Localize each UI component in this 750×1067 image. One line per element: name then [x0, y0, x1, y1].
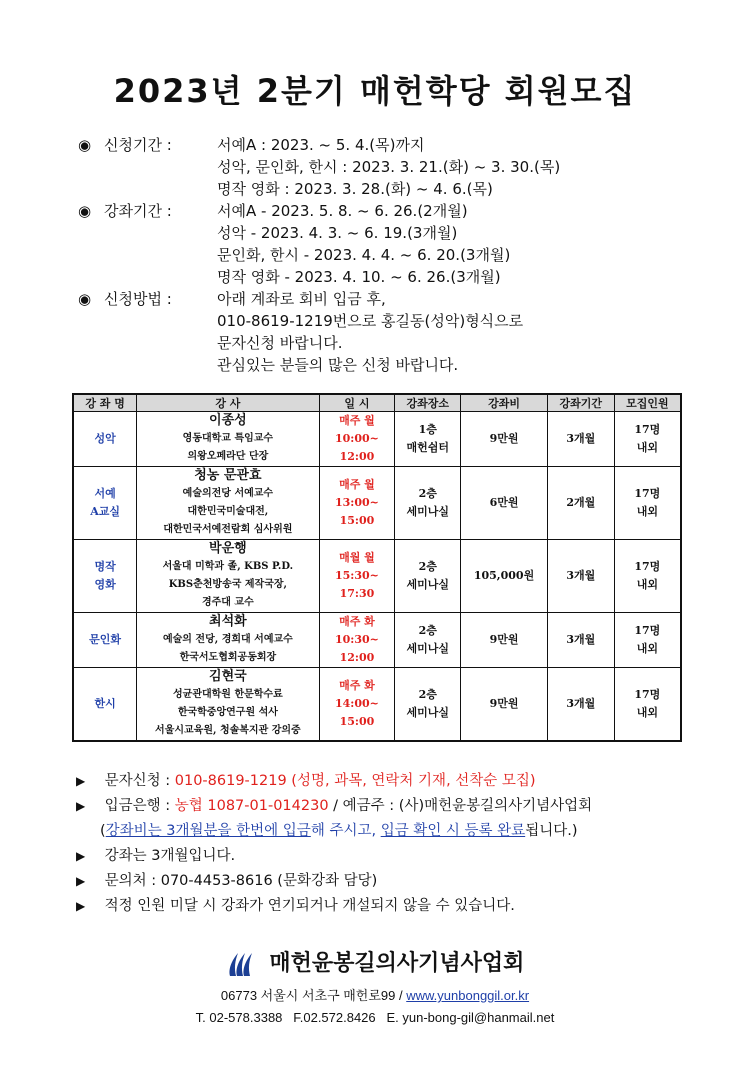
details-line: KBS춘천방송국 제작국장, — [168, 579, 288, 590]
subject-cell: 성악 — [73, 412, 137, 467]
arrow-icon: ▶ — [76, 849, 86, 863]
course-period-line: 명작 영화 - 2023. 4. 10. ~ 6. 26.(3개월) — [217, 268, 501, 286]
place-cell — [395, 412, 461, 467]
note-sms — [76, 769, 716, 794]
table-row — [73, 412, 681, 467]
time-line: 매주 월 — [339, 478, 375, 491]
time-line: 14:00~ — [334, 697, 379, 710]
instructor-name: 최석화 — [209, 614, 247, 629]
apply-period-label: 신청기간 : — [104, 136, 172, 154]
payment-note-emphasis: 입금 확인 시 등록 완료 — [380, 823, 526, 839]
instructor-name: 김현국 — [209, 669, 247, 684]
time-line: 15:00 — [339, 715, 375, 728]
place-line: 1층 — [418, 423, 437, 436]
column-header: 일 시 — [319, 394, 395, 412]
note-bank — [76, 794, 716, 819]
notes-section — [76, 769, 716, 919]
duration-text: 강좌는 3개월입니다. — [104, 848, 236, 864]
details-line: 예술의 전당, 경희대 서예교수 — [162, 634, 293, 645]
bullet-icon: ◉ — [78, 136, 92, 154]
course-period-row — [78, 200, 698, 222]
course-period-line: 성악 - 2023. 4. 3. ~ 6. 19.(3개월) — [217, 224, 458, 242]
period-cell: 2개월 — [547, 467, 614, 540]
method-line: 관심있는 분들의 많은 신청 바랍니다. — [217, 356, 459, 374]
schedule-cell — [319, 412, 395, 467]
place-cell — [395, 540, 461, 613]
fee-cell: 6만원 — [461, 467, 548, 540]
organization-name — [0, 946, 750, 977]
contact-text: 문의처 : 070-4453-8616 (문화강좌 담당) — [104, 873, 378, 889]
time-line: 15:00 — [339, 514, 375, 527]
table-row — [73, 668, 681, 742]
method-row — [78, 288, 698, 310]
info-section — [78, 134, 698, 376]
capacity-line: 내외 — [636, 505, 658, 518]
period-cell: 3개월 — [547, 613, 614, 668]
subject-cell: 문인화 — [73, 613, 137, 668]
period-cell: 3개월 — [547, 412, 614, 467]
place-line: 2층 — [418, 624, 437, 637]
bank-account: 농협 1087-01-014230 — [174, 798, 329, 814]
method-line: 010-8619-1219번으로 홍길동(성악)형식으로 — [217, 312, 524, 330]
course-period-label: 강좌기간 : — [104, 202, 172, 220]
column-header: 모집인원 — [614, 394, 681, 412]
schedule-cell — [319, 613, 395, 668]
period-cell: 3개월 — [547, 540, 614, 613]
schedule-cell — [319, 668, 395, 742]
place-cell — [395, 613, 461, 668]
details-line: 영동대학교 특임교수 — [182, 433, 274, 444]
bank-label: 입금은행 : — [104, 798, 171, 814]
capacity-line: 내외 — [636, 578, 658, 591]
sms-label: 문자신청 : — [104, 773, 171, 789]
warning-text: 적정 인원 미달 시 강좌가 연기되거나 개설되지 않을 수 있습니다. — [104, 898, 515, 914]
fee-cell: 9만원 — [461, 412, 548, 467]
place-line: 2층 — [418, 560, 437, 573]
time-line: 매주 화 — [339, 679, 375, 692]
time-line: 12:00 — [339, 651, 375, 664]
bullet-icon: ◉ — [78, 202, 92, 220]
place-line: 2층 — [418, 487, 437, 500]
capacity-line: 17명 — [634, 624, 661, 637]
capacity-line: 17명 — [634, 688, 661, 701]
apply-period-line: 명작 영화 : 2023. 3. 28.(화) ~ 4. 6.(목) — [217, 180, 493, 198]
column-header: 강 좌 명 — [73, 394, 137, 412]
capacity-line: 17명 — [634, 560, 661, 573]
column-header: 강좌비 — [461, 394, 548, 412]
apply-period-line: 서예A : 2023. ~ 5. 4.(목)까지 — [217, 136, 425, 154]
fee-cell: 9만원 — [461, 613, 548, 668]
subject-cell: 서예 A교실 — [73, 467, 137, 540]
time-line: 13:00~ — [334, 496, 379, 509]
instructor-cell — [137, 412, 319, 467]
details-line: 한국학중앙연구원 석사 — [177, 707, 278, 718]
details-line: 대한민국미술대전, — [187, 506, 269, 517]
column-header: 강좌장소 — [395, 394, 461, 412]
account-holder: / 예금주 : (사)매헌윤봉길의사기념사업회 — [333, 798, 593, 814]
place-cell — [395, 668, 461, 742]
time-line: 10:30~ — [334, 633, 379, 646]
details-line: 예술의전당 서예교수 — [182, 488, 274, 499]
time-line: 12:00 — [339, 450, 375, 463]
address-text: 06773 서울시 서초구 매헌로99 / — [220, 988, 403, 1003]
place-line: 세미나실 — [406, 706, 449, 719]
note-warning — [76, 894, 716, 919]
details-line: 성균관대학원 한문학수료 — [173, 689, 283, 700]
method-line: 문자신청 바랍니다. — [217, 334, 343, 352]
time-line: 10:00~ — [334, 432, 379, 445]
table-row — [73, 540, 681, 613]
bullet-icon: ◉ — [78, 290, 92, 308]
payment-note-text: 해 주시고, — [310, 823, 377, 839]
capacity-line: 17명 — [634, 487, 661, 500]
schedule-table — [72, 393, 682, 742]
note-contact — [76, 869, 716, 894]
fee-cell: 9만원 — [461, 668, 548, 742]
place-line: 세미나실 — [406, 505, 449, 518]
fee-cell: 105,000원 — [461, 540, 548, 613]
contact-line: T. 02-578.3388 F.02.572.8426 E. yun-bong-gil@hanmail.net — [195, 1010, 555, 1025]
course-period-line: 문인화, 한시 - 2023. 4. 4. ~ 6. 20.(3개월) — [217, 246, 511, 264]
column-header: 강 사 — [137, 394, 319, 412]
instructor-cell — [137, 613, 319, 668]
details-line: 서울시교육원, 청솔복지관 강의중 — [155, 725, 301, 736]
time-line: 매주 월 — [339, 414, 375, 427]
apply-period-line: 성악, 문인화, 한시 : 2023. 3. 21.(화) ~ 3. 30.(목) — [217, 158, 561, 176]
sms-value: 010-8619-1219 (성명, 과목, 연락처 기재, 선착순 모집) — [174, 773, 536, 789]
capacity-cell — [614, 613, 681, 668]
paren-open: ( — [100, 823, 106, 839]
capacity-line: 내외 — [636, 441, 658, 454]
column-header: 강좌기간 — [547, 394, 614, 412]
instructor-name: 청농 문관효 — [194, 468, 262, 483]
place-line: 세미나실 — [406, 642, 449, 655]
organization-name-text: 매헌윤봉길의사기념사업회 — [269, 951, 525, 976]
details-line: 대한민국서예전람회 심사위원 — [163, 524, 293, 535]
time-line: 17:30 — [339, 587, 375, 600]
instructor-name: 박운행 — [209, 541, 247, 556]
note-duration — [76, 844, 716, 869]
capacity-line: 내외 — [636, 706, 658, 719]
subject-cell: 명작 영화 — [73, 540, 137, 613]
website-link[interactable]: www.yunbonggil.or.kr — [406, 988, 530, 1003]
footer-contact — [0, 985, 750, 1029]
schedule-cell — [319, 540, 395, 613]
apply-period-row — [78, 134, 698, 156]
time-line: 매주 화 — [339, 615, 375, 628]
payment-note-emphasis: 강좌비는 3개월분을 한번에 입금 — [105, 823, 311, 839]
time-line: 매월 월 — [339, 551, 375, 564]
capacity-cell — [614, 668, 681, 742]
arrow-icon: ▶ — [76, 799, 86, 813]
arrow-icon: ▶ — [76, 774, 86, 788]
course-period-line: 서예A - 2023. 5. 8. ~ 6. 26.(2개월) — [217, 202, 468, 220]
page-title: 2023년 2분기 매헌학당 회원모집 — [113, 72, 637, 110]
table-row — [73, 467, 681, 540]
place-cell — [395, 467, 461, 540]
address-line — [0, 985, 750, 1007]
method-line: 아래 계좌로 회비 입금 후, — [217, 290, 386, 308]
organization-logo-icon — [226, 951, 256, 977]
place-line: 매헌쉼터 — [406, 441, 449, 454]
capacity-cell — [614, 412, 681, 467]
subject-cell: 한시 — [73, 668, 137, 742]
method-label: 신청방법 : — [104, 290, 172, 308]
note-payment — [76, 819, 716, 844]
instructor-cell — [137, 668, 319, 742]
capacity-cell — [614, 467, 681, 540]
details-line: 서울대 미학과 졸, KBS P.D. — [162, 561, 294, 572]
payment-note-text: 됩니다.) — [525, 823, 578, 839]
capacity-line: 17명 — [634, 423, 661, 436]
details-line: 의왕오페라단 단장 — [187, 451, 269, 462]
arrow-icon: ▶ — [76, 874, 86, 888]
details-line: 한국서도협회공동회장 — [179, 652, 277, 663]
instructor-cell — [137, 467, 319, 540]
capacity-cell — [614, 540, 681, 613]
time-line: 15:30~ — [334, 569, 379, 582]
instructor-name: 이종성 — [209, 413, 247, 428]
table-header-row — [73, 394, 681, 412]
instructor-cell — [137, 540, 319, 613]
capacity-line: 내외 — [636, 642, 658, 655]
table-row — [73, 613, 681, 668]
place-line: 2층 — [418, 688, 437, 701]
place-line: 세미나실 — [406, 578, 449, 591]
details-line: 경주대 교수 — [201, 597, 254, 608]
period-cell: 3개월 — [547, 668, 614, 742]
arrow-icon: ▶ — [76, 899, 86, 913]
schedule-cell — [319, 467, 395, 540]
